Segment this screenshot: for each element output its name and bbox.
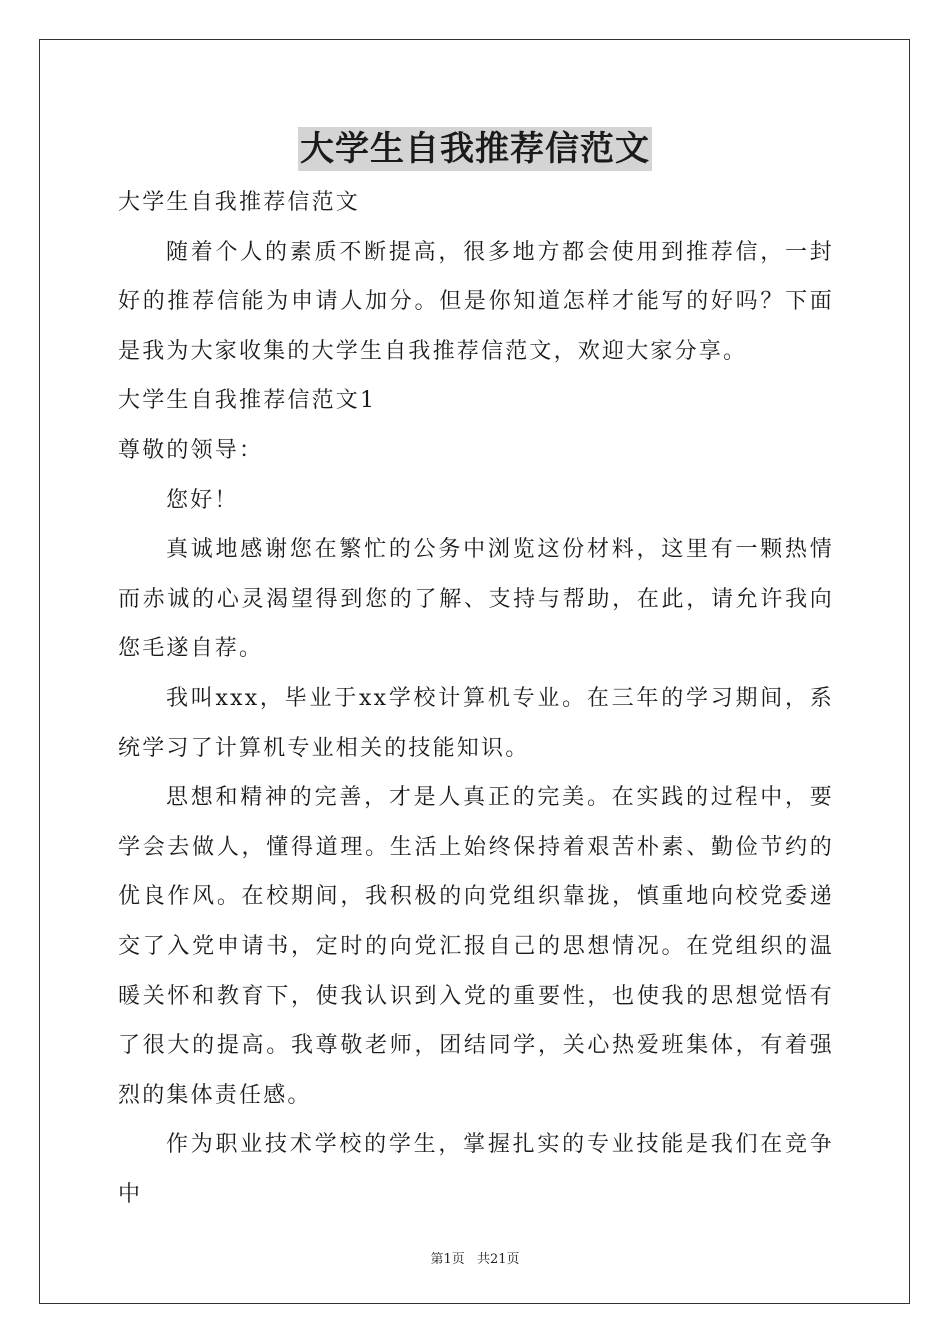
paragraph: 您好！ (166, 487, 239, 513)
paragraph: 我叫xxx，毕业于xx学校计算机专业。在三年的学习期间，系统学习了计算机专业相关的技能知识。 (118, 685, 834, 761)
page-footer (0, 1248, 950, 1267)
paragraph: 大学生自我推荐信范文1 (118, 388, 377, 414)
paragraph: 尊敬的领导： (118, 437, 264, 463)
paragraph: 随着个人的素质不断提高，很多地方都会使用到推荐信，一封好的推荐信能为申请人加分。但是你知道怎样才能写的好吗？下面是我为大家收集的大学生自我推荐信范文，欢迎大家分享。 (118, 239, 834, 364)
document-title: 大学生自我推荐信范文 (300, 129, 650, 169)
document-title-wrapper (0, 127, 950, 171)
page-total: 共21页 (476, 1252, 520, 1267)
paragraph: 大学生自我推荐信范文 (118, 190, 361, 215)
paragraph: 真诚地感谢您在繁忙的公务中浏览这份材料，这里有一颗热情而赤诚的心灵渴望得到您的了解、支持与帮助，在此，请允许我向您毛遂自荐。 (118, 537, 834, 662)
page-number: 第1页 (430, 1252, 465, 1267)
paragraph: 思想和精神的完善，才是人真正的完美。在实践的过程中，要学会去做人，懂得道理。生活上始终保持着艰苦朴素、勤俭节约的优良作风。在校期间，我积极的向党组织靠拢，慎重地向校党委递交了入党申请书，定时的向党汇报自己的思想情况。在党组织的温暖关怀和教育下，使我认识到入党的重要性，也使我的思想觉悟有了很大的提高。我尊敬老师，团结同学，关心热爱班集体，有着强烈的集体责任感。 (118, 785, 834, 1108)
paragraph: 作为职业技术学校的学生，掌握扎实的专业技能是我们在竞争中 (118, 1132, 834, 1207)
document-body (118, 178, 834, 1219)
